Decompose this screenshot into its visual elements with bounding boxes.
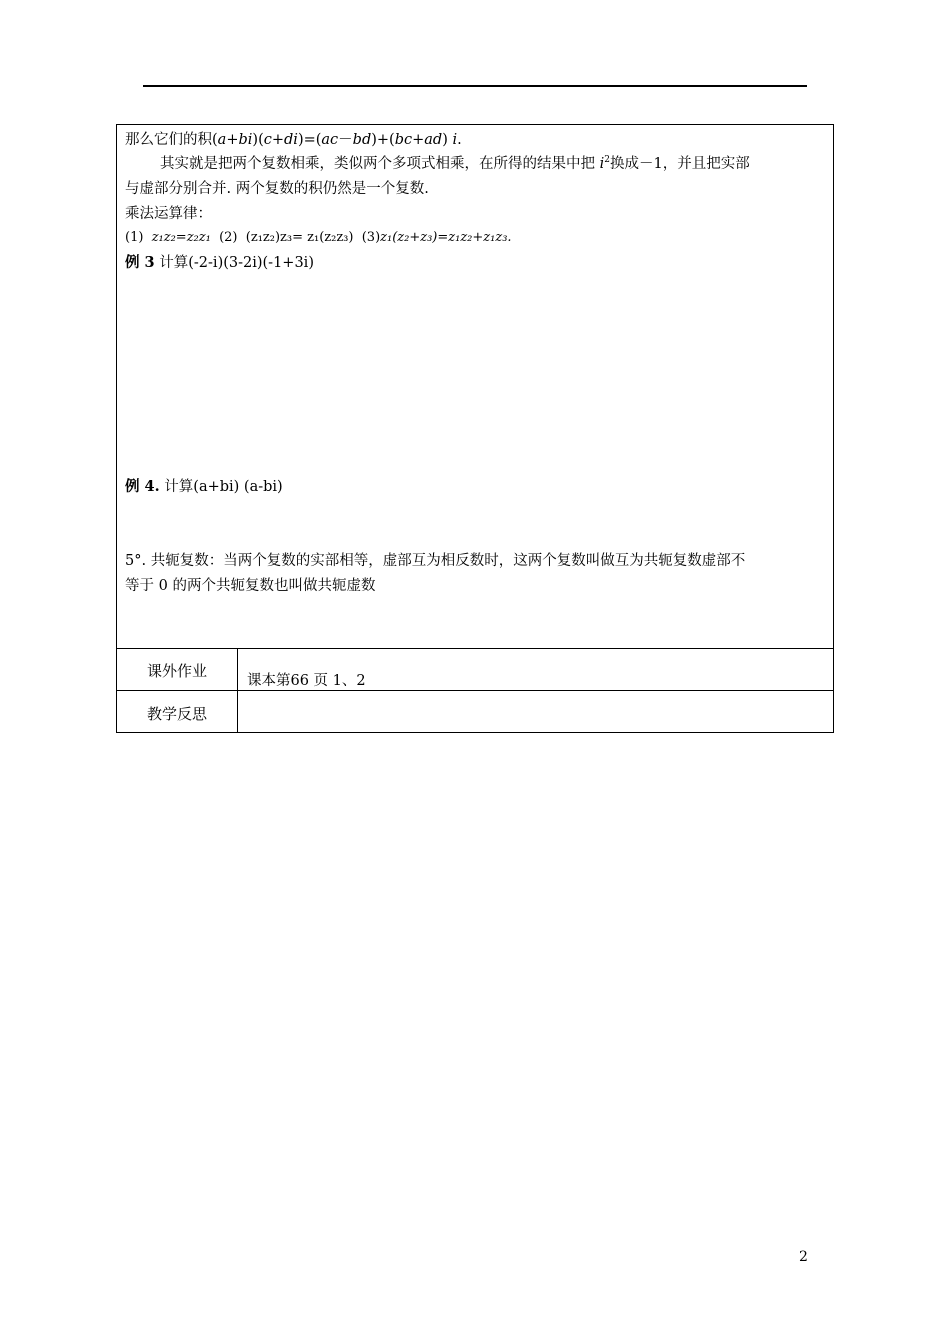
page-number: 2 [799,1249,808,1265]
example-3: 例 3 计算(-2-i)(3-2i)(-1+3i) [125,254,314,271]
law-title: 乘法运算律： [125,206,212,222]
explanation-line-1: 其实就是把两个复数相乘，类似两个多项式相乘，在所得的结果中把 $i^2$换成－1，并且把实部 [160,155,750,172]
explanation-line-2: 与虚部分别合并. 两个复数的积仍然是一个复数. [125,181,429,197]
product-formula: 那么它们的积(a+bi)(c+di)=(ac－bd)+(bc+ad) i. [125,132,462,148]
example-4: 例 4. 计算(a+bi) (a-bi) [125,478,283,495]
content-cell [117,125,833,648]
reflection-label: 教学反思 [146,705,207,723]
multiplication-laws: (1) z₁z₂=z₂z₁ (2) (z₁z₂)z₃= z₁(z₂z₃) (3)z₁(z₂+z₃)=z₁z₂+z₁z₃. [125,230,512,245]
header-rule [143,85,807,87]
conjugate-definition-2: 等于 0 的两个共轭复数也叫做共轭虚数 [125,578,376,594]
homework-value: 课本第66 页 1、2 [247,673,366,689]
conjugate-definition-1: 5°. 共轭复数：当两个复数的实部相等，虚部互为相反数时，这两个复数叫做互为共轭复数虚部不 [125,553,746,569]
reflection-row [117,690,833,733]
homework-row [117,648,833,690]
lesson-table [116,124,834,733]
homework-label: 课外作业 [146,662,207,680]
